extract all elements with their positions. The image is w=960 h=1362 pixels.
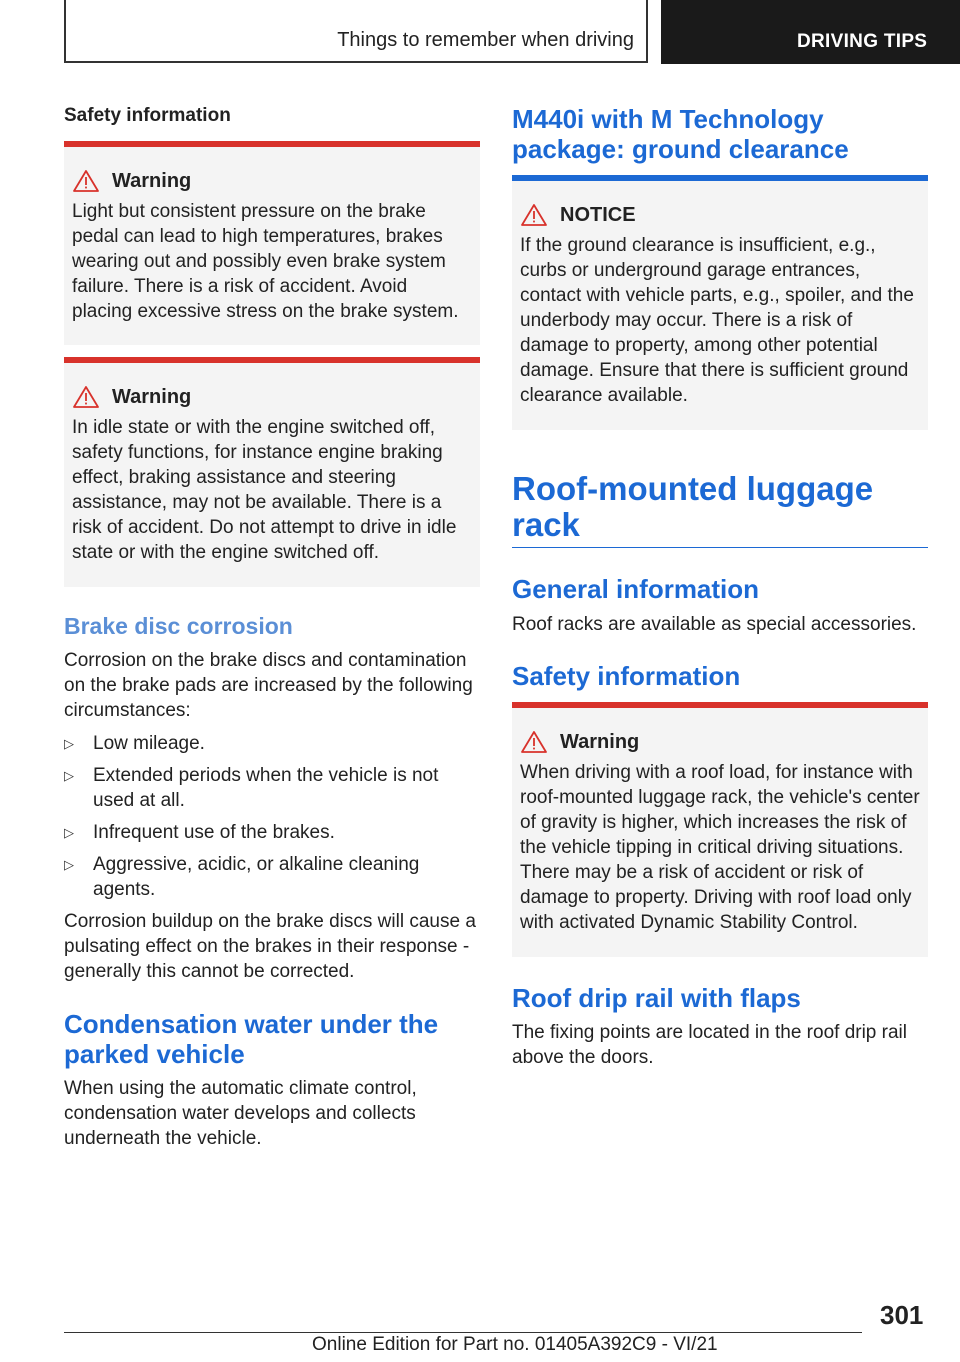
safety-information-heading: Safety information	[64, 105, 231, 126]
notice-title	[520, 203, 920, 227]
warning-title-text: Warning	[560, 730, 640, 753]
warning-title	[72, 169, 472, 193]
warning-triangle-icon	[520, 203, 548, 227]
safety-information-heading-right: Safety information	[512, 661, 741, 691]
bullet-triangle-icon: ▷	[64, 736, 74, 751]
warning-text: Light but consistent pressure on the brake pedal can lead to high temperatures, brakes wearing out and possibly even brake system failure. There is a risk of accident. Avoid placing excessive stress on the brake system.	[72, 201, 459, 322]
roof-luggage-rack-heading: Roof-mounted luggage rack	[512, 470, 874, 543]
brake-disc-corrosion-heading: Brake disc corrosion	[64, 613, 293, 639]
notice-text: If the ground clearance is insufficient, e.g., curbs or underground garage entrances, contact with vehicle parts, e.g., spoiler, and the underbody may occur. There is a risk of damage to property, among other potential damage. Ensure that there is sufficient ground clearance available.	[520, 235, 914, 406]
brake-outro-paragraph: Corrosion buildup on the brake discs will cause a pulsating effect on the brakes in their response - generally this cannot be corrected.	[64, 911, 476, 982]
general-information-heading: General information	[512, 574, 760, 604]
brake-conditions-list	[64, 731, 480, 909]
page-header	[0, 0, 960, 66]
warning-title	[520, 730, 920, 754]
warning-title-text: Warning	[112, 385, 192, 408]
page-number: 301	[880, 1300, 924, 1330]
chapter-title: Things to remember when driving	[337, 29, 634, 51]
chapter-tab	[64, 0, 648, 63]
warning-text: In idle state or with the engine switched off, safety functions, for instance engine braking effect, braking assistance and steering assistance, may not be available. There is a risk of accident. Do not attempt to drive in idle state or with the engine switched off.	[72, 417, 457, 563]
roof-drip-rail-heading: Roof drip rail with flaps	[512, 983, 801, 1013]
roof-drip-rail-paragraph: The fixing points are located in the roof drip rail above the doors.	[512, 1022, 907, 1068]
section-tab	[661, 0, 960, 64]
ground-clearance-heading: M440i with M Technology package: ground clearance	[512, 104, 849, 164]
brake-intro-paragraph: Corrosion on the brake discs and contamination on the brake pads are increased by the following circumstances:	[64, 650, 473, 721]
warning-box-roof-load	[512, 702, 928, 957]
warning-triangle-icon	[520, 730, 548, 754]
list-item: ▷ Aggressive, acidic, or alkaline cleaning agents.	[64, 854, 420, 900]
warning-triangle-icon	[72, 169, 100, 193]
warning-title-text: Warning	[112, 169, 192, 192]
section-title: DRIVING TIPS	[797, 31, 928, 52]
edition-text: Online Edition for Part no. 01405A392C9 - VI/21	[312, 1334, 718, 1355]
list-item: ▷ Extended periods when the vehicle is not used at all.	[64, 765, 439, 811]
list-item: ▷ Infrequent use of the brakes.	[64, 822, 335, 843]
bullet-triangle-icon: ▷	[64, 768, 74, 783]
list-item: ▷ Low mileage.	[64, 733, 205, 754]
condensation-heading: Condensation water under the parked vehicle	[64, 1009, 439, 1069]
general-information-paragraph: Roof racks are available as special accessories.	[512, 614, 917, 635]
warning-triangle-icon	[72, 385, 100, 409]
warning-title	[72, 385, 472, 409]
warning-text: When driving with a roof load, for instance with roof-mounted luggage rack, the vehicle's center of gravity is higher, which increases the risk of the vehicle tipping in critical driving situations. There may be a risk of accident or risk of damage to property. Driving with roof load only with activated Dynamic Stability Control.	[520, 762, 920, 933]
condensation-paragraph: When using the automatic climate control, condensation water develops and collects underneath the vehicle.	[64, 1078, 417, 1149]
footer-divider	[64, 1332, 862, 1333]
notice-box-ground-clearance	[512, 175, 928, 430]
warning-box-idle-state	[64, 357, 480, 587]
notice-title-text: NOTICE	[560, 203, 636, 226]
warning-box-brake-pressure	[64, 141, 480, 345]
bullet-triangle-icon: ▷	[64, 825, 74, 840]
bullet-triangle-icon: ▷	[64, 857, 74, 872]
section-divider	[512, 547, 928, 548]
